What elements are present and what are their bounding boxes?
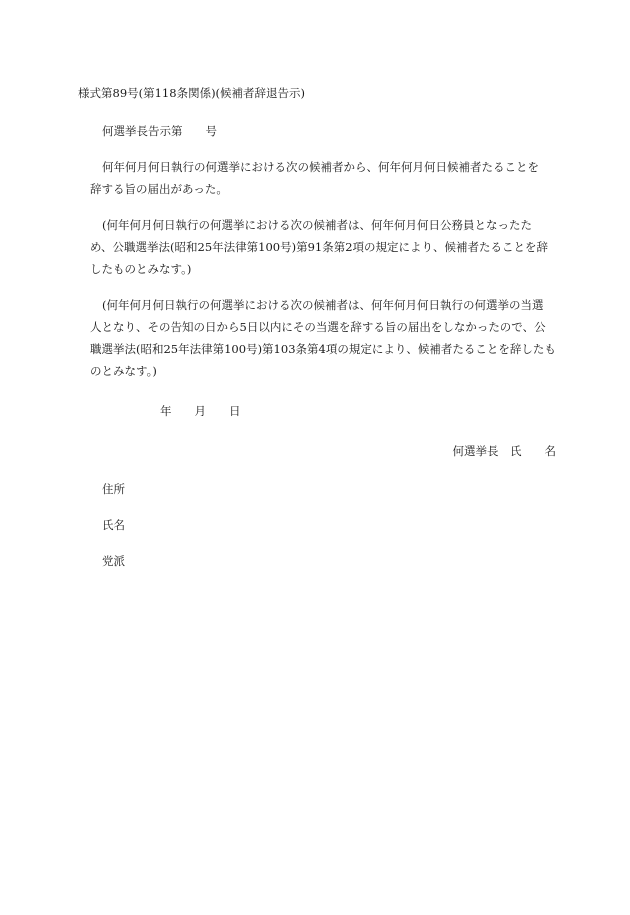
paragraph-line: 辞する旨の届出があった。 — [90, 182, 228, 196]
paragraph-line: 人となり、その告知の日から5日以内にその当選を辞する旨の届出をしなかったので、公 — [90, 320, 546, 334]
address-label: 住所 — [102, 482, 125, 496]
party-label: 党派 — [102, 554, 125, 568]
paragraph-line: め、公職選挙法(昭和25年法律第100号)第91条第2項の規定により、候補者たることを辞 — [90, 240, 549, 254]
name-label: 氏名 — [102, 518, 125, 532]
paragraph-line: (何年何月何日執行の何選挙における次の候補者は、何年何月何日公務員となったた — [102, 218, 532, 232]
paragraph-line: したものとみなす。) — [90, 262, 192, 276]
date-line: 年 月 日 — [160, 404, 241, 418]
signer-line: 何選挙長 氏 名 — [452, 444, 556, 458]
paragraph-line: 何年何月何日執行の何選挙における次の候補者から、何年何月何日候補者たることを — [102, 160, 539, 174]
form-header: 様式第89号(第118条関係)(候補者辞退告示) — [78, 86, 306, 100]
paragraph-line: (何年何月何日執行の何選挙における次の候補者は、何年何月何日執行の何選挙の当選 — [102, 298, 544, 312]
paragraph-line: 職選挙法(昭和25年法律第100号)第103条第4項の規定により、候補者たることを辞したも — [90, 342, 556, 356]
notice-number: 何選挙長告示第 号 — [102, 124, 217, 138]
paragraph-line: のとみなす。) — [90, 364, 157, 378]
